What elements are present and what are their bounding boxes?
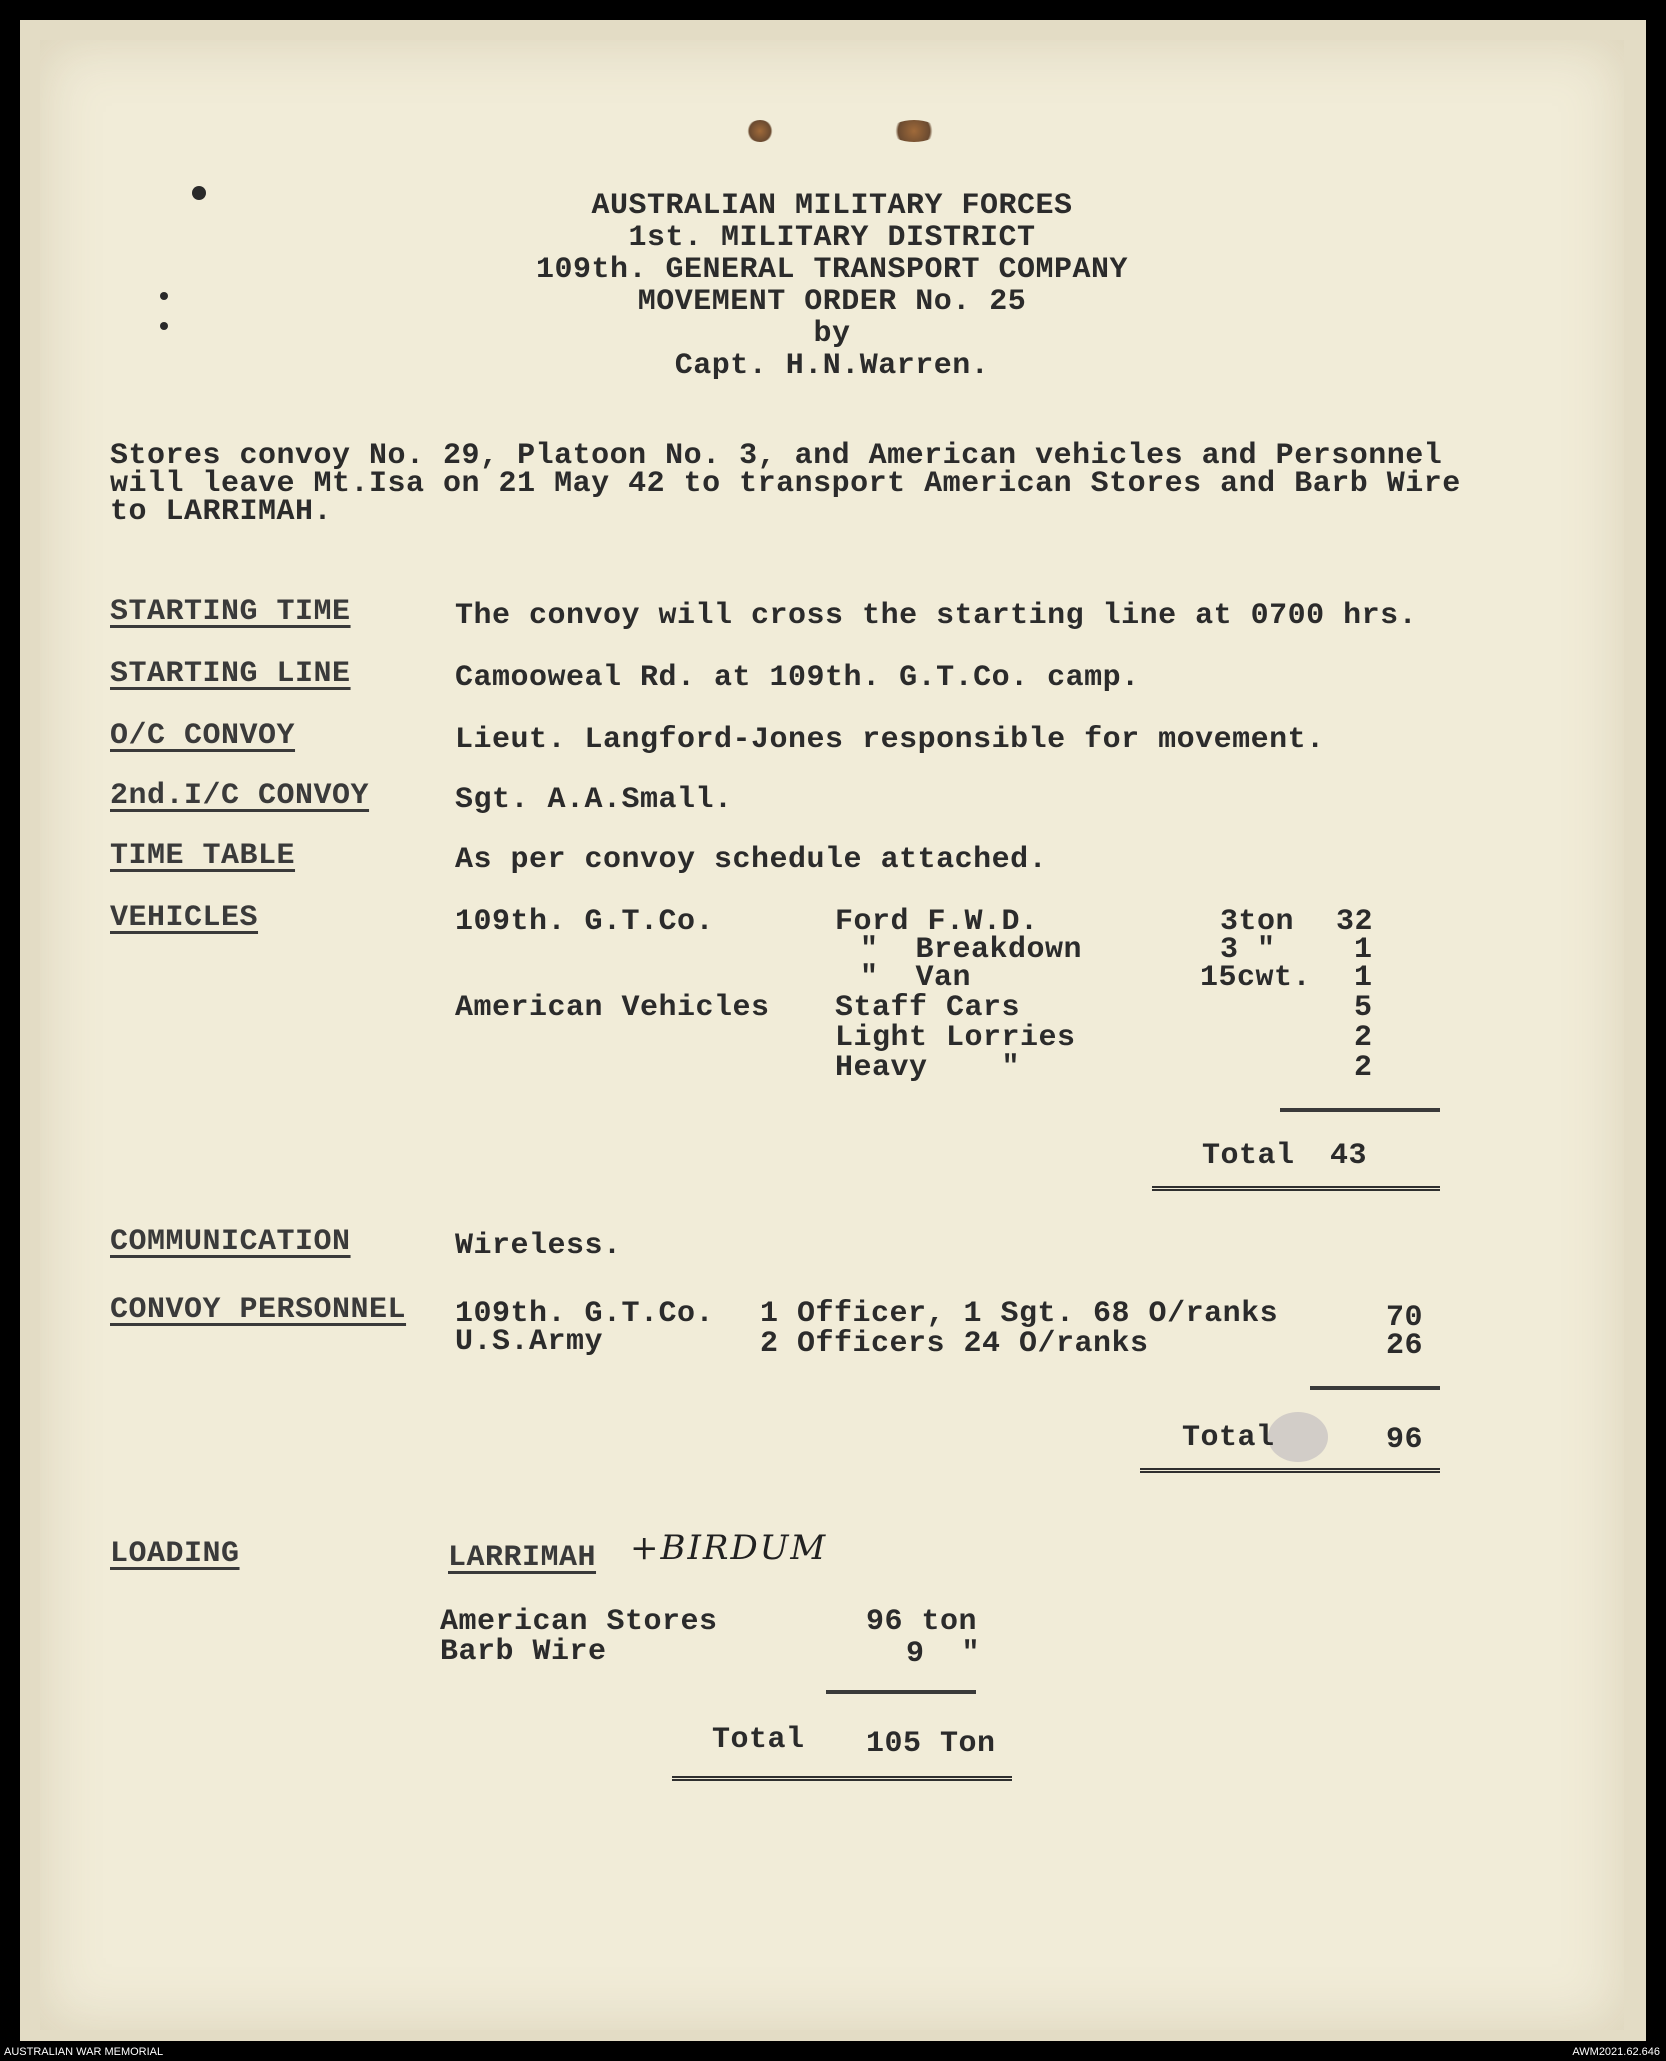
accession-number: AWM2021.62.646 <box>1572 2046 1660 2058</box>
vehicle-group: American Vehicles <box>455 991 770 1025</box>
oc-convoy-label: O/C CONVOY <box>110 719 296 753</box>
starting-time-text: The convoy will cross the starting line at 0700 hrs. <box>455 599 1418 633</box>
punch-mark <box>746 120 774 142</box>
oc-convoy-text: Lieut. Langford-Jones responsible for movement. <box>455 723 1325 757</box>
loading-qty: 96 ton <box>866 1605 978 1639</box>
personnel-unit: 109th. G.T.Co. <box>455 1297 715 1331</box>
header-line-1: AUSTRALIAN MILITARY FORCES <box>591 189 1073 223</box>
header-line-2: 1st. MILITARY DISTRICT <box>628 221 1036 255</box>
loading-total-label: Total <box>712 1723 805 1757</box>
document-page <box>40 40 1624 2030</box>
personnel-subtotal-rule <box>1310 1386 1440 1390</box>
loading-total-rule <box>672 1776 1012 1784</box>
personnel-detail: 2 Officers 24 O/ranks <box>760 1327 1149 1361</box>
personnel-total-label: Total <box>1182 1421 1275 1455</box>
header-line-3: 109th. GENERAL TRANSPORT COMPANY <box>535 253 1129 287</box>
vehicle-size: 3ton <box>1220 905 1295 939</box>
intro-line-2: will leave Mt.Isa on 21 May 42 to transport American Stores and Barb Wire <box>110 467 1461 501</box>
loading-total-value: 105 Ton <box>866 1727 996 1761</box>
intro-line-3: to LARRIMAH. <box>110 495 333 529</box>
time-table-text: As per convoy schedule attached. <box>455 843 1048 877</box>
loading-item: American Stores <box>440 1605 718 1639</box>
loading-qty: 9 " <box>906 1637 981 1671</box>
vehicle-count: 1 <box>1354 933 1373 967</box>
vehicles-total-value: 43 <box>1330 1139 1368 1173</box>
punch-mark <box>890 120 938 142</box>
vehicle-type: " Van <box>860 961 972 995</box>
personnel-total-rule <box>1140 1468 1440 1476</box>
vehicle-type: Staff Cars <box>835 991 1021 1025</box>
vehicle-count: 5 <box>1354 991 1373 1025</box>
vehicles-total-label: Total <box>1202 1139 1295 1173</box>
archive-caption: AUSTRALIAN WAR MEMORIAL <box>4 2046 164 2058</box>
vehicle-type: Light Lorries <box>835 1021 1076 1055</box>
vehicle-type: Heavy " <box>835 1051 1021 1085</box>
personnel-count: 26 <box>1386 1329 1424 1363</box>
vehicle-count: 2 <box>1354 1021 1373 1055</box>
starting-line-text: Camooweal Rd. at 109th. G.T.Co. camp. <box>455 661 1140 695</box>
communication-text: Wireless. <box>455 1229 622 1263</box>
second-ic-label: 2nd.I/C CONVOY <box>110 779 370 813</box>
personnel-total-value: 96 <box>1386 1423 1424 1457</box>
vehicles-total-rule <box>1152 1186 1440 1194</box>
header-line-6: Capt. H.N.Warren. <box>674 349 990 383</box>
vehicles-label: VEHICLES <box>110 901 259 935</box>
vehicle-group: 109th. G.T.Co. <box>455 905 715 939</box>
vehicle-type: " Breakdown <box>860 933 1083 967</box>
second-ic-text: Sgt. A.A.Small. <box>455 783 733 817</box>
personnel-detail: 1 Officer, 1 Sgt. 68 O/ranks <box>760 1297 1279 1331</box>
vehicle-size: 3 " <box>1220 933 1276 967</box>
starting-time-label: STARTING TIME <box>110 595 351 629</box>
vehicle-count: 32 <box>1336 905 1374 939</box>
faint-stamp <box>1268 1412 1328 1462</box>
loading-label: LOADING <box>110 1537 240 1571</box>
personnel-count: 70 <box>1386 1301 1424 1335</box>
starting-line-label: STARTING LINE <box>110 657 351 691</box>
vehicle-type: Ford F.W.D. <box>835 905 1039 939</box>
header-line-4: MOVEMENT ORDER No. 25 <box>637 285 1027 319</box>
loading-destination: LARRIMAH <box>448 1541 597 1575</box>
loading-subtotal-rule <box>826 1690 976 1694</box>
personnel-unit: U.S.Army <box>455 1325 604 1359</box>
loading-item: Barb Wire <box>440 1635 607 1669</box>
time-table-label: TIME TABLE <box>110 839 296 873</box>
vehicle-count: 1 <box>1354 961 1373 995</box>
header-line-5: by <box>813 317 851 351</box>
intro-line-1: Stores convoy No. 29, Platoon No. 3, and American vehicles and Personnel <box>110 439 1443 473</box>
vehicles-subtotal-rule <box>1280 1108 1440 1112</box>
vehicle-size: 15cwt. <box>1200 961 1312 995</box>
communication-label: COMMUNICATION <box>110 1225 351 1259</box>
vehicle-count: 2 <box>1354 1051 1373 1085</box>
handwritten-annotation: +BIRDUM <box>630 1528 828 1568</box>
personnel-label: CONVOY PERSONNEL <box>110 1293 407 1327</box>
